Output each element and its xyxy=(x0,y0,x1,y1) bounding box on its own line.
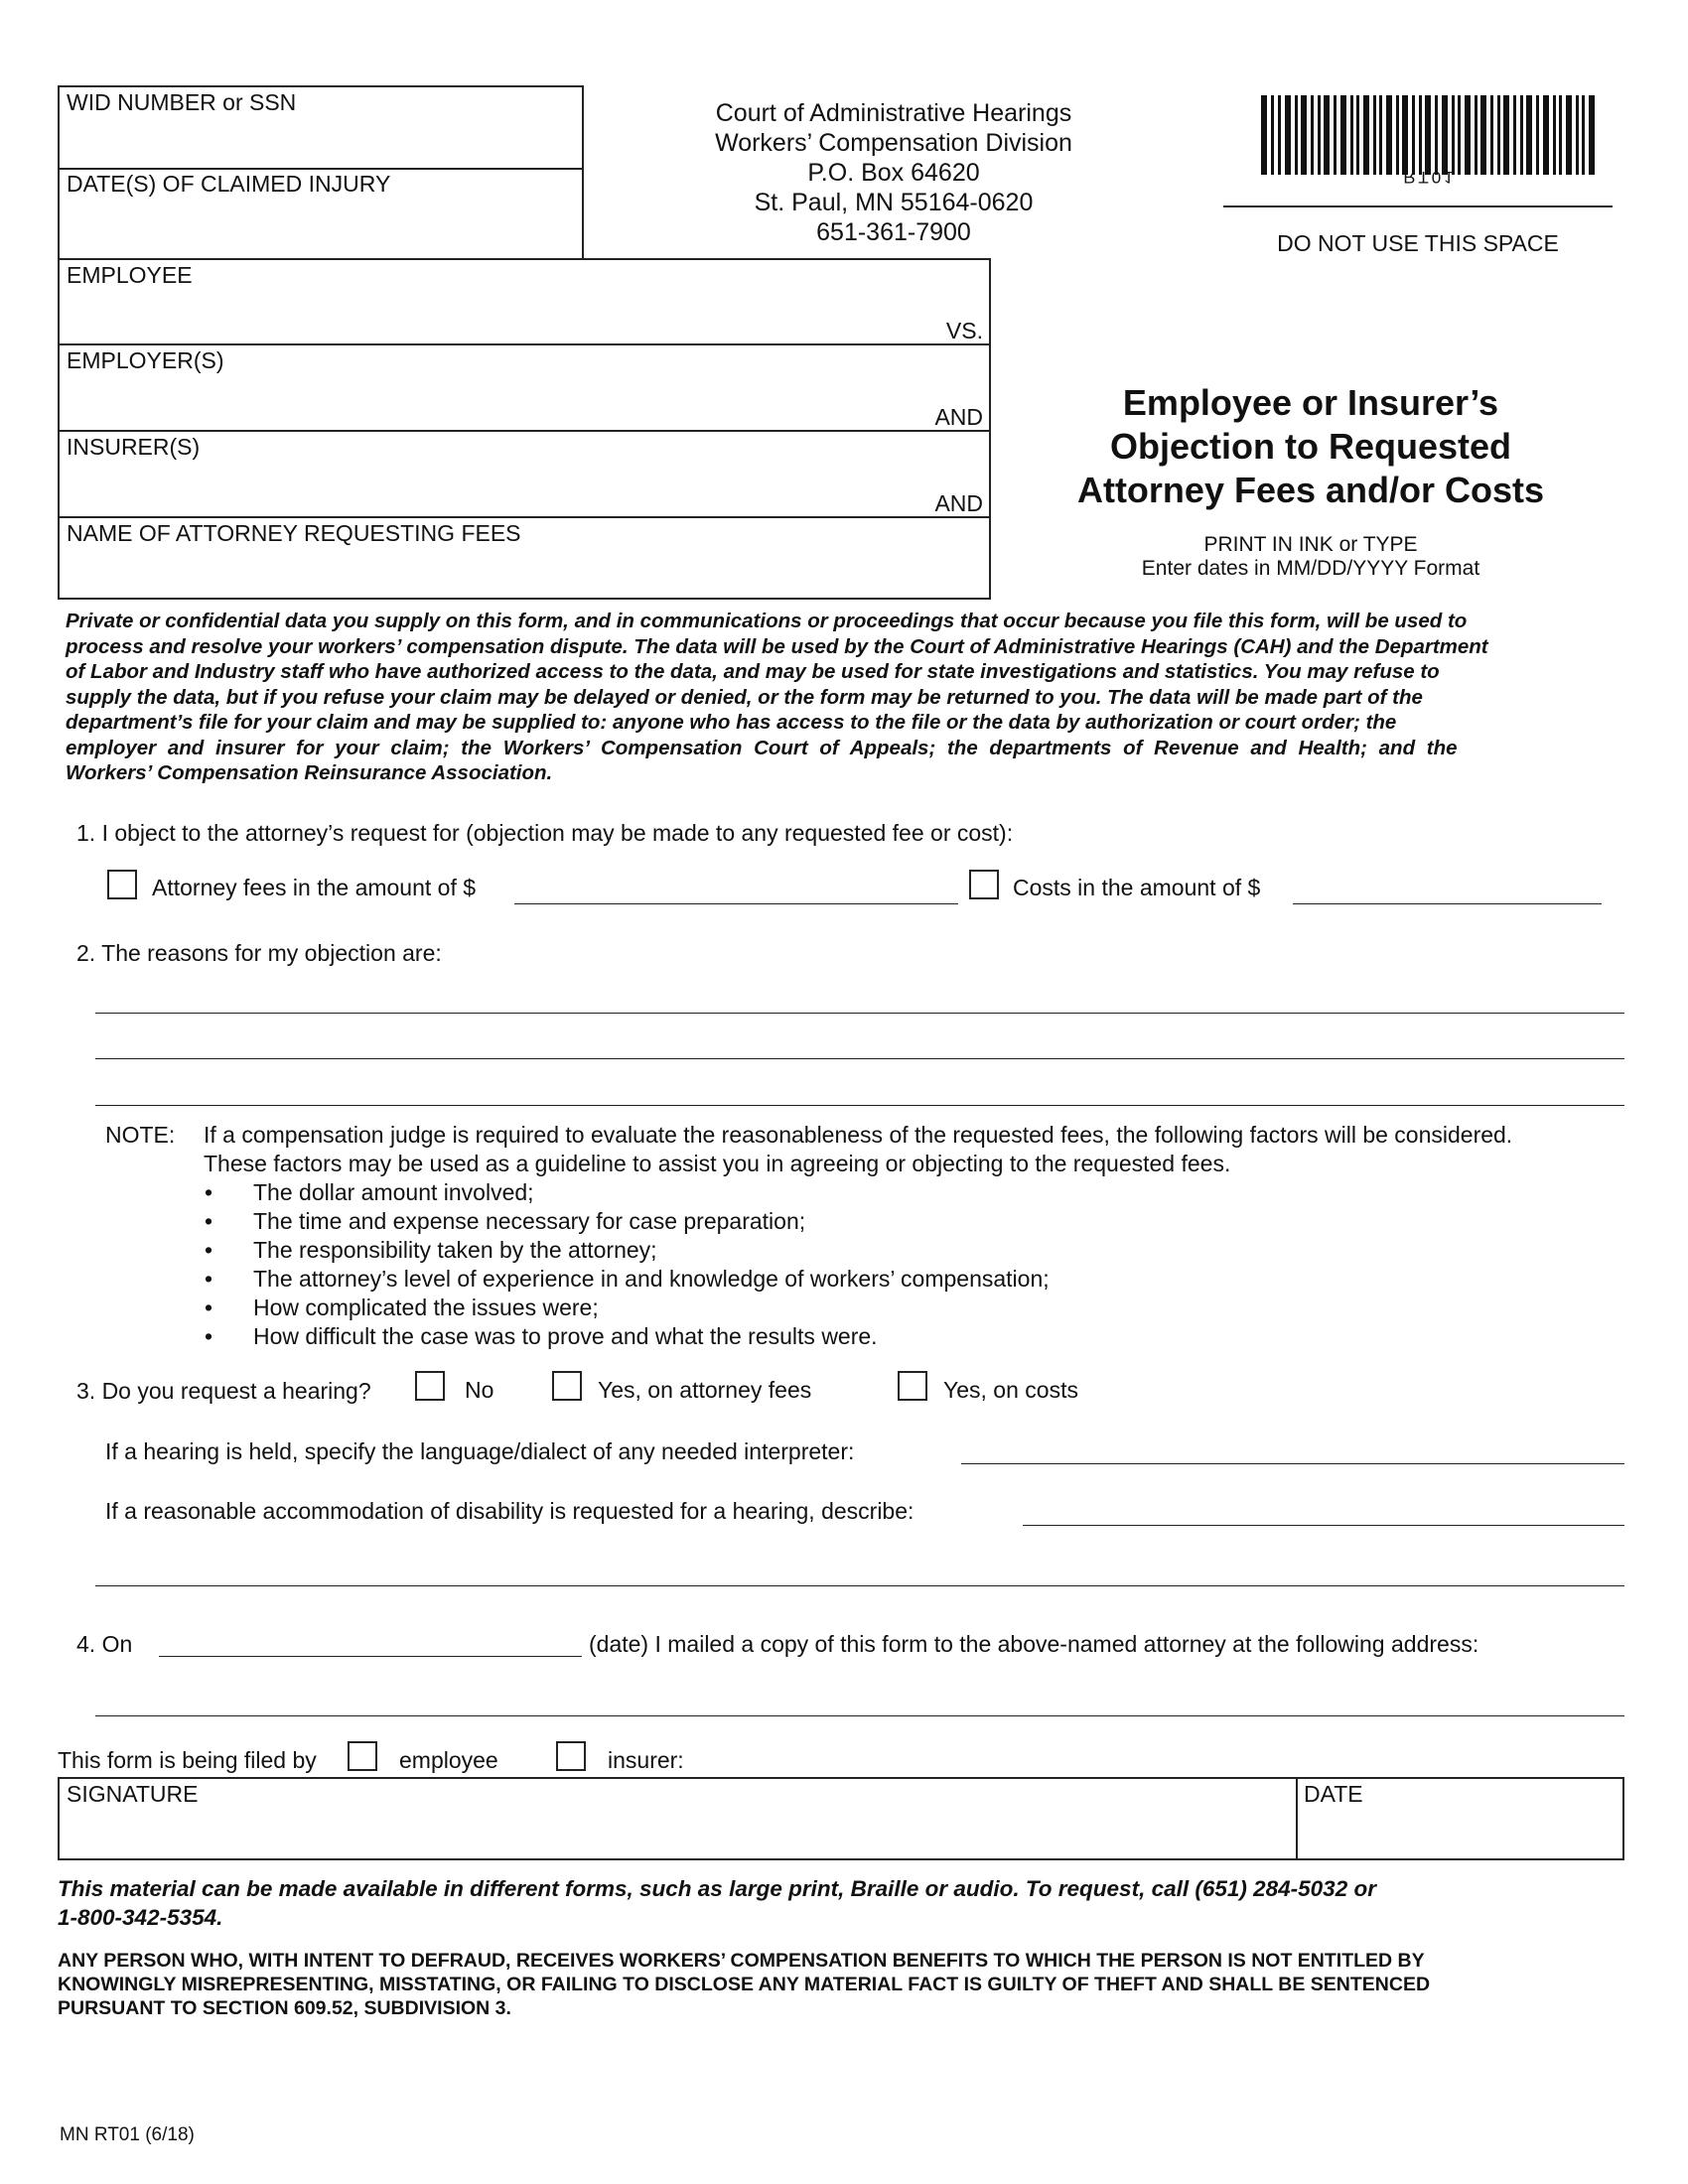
note-factor-item: The time and expense necessary for case preparation; xyxy=(253,1208,806,1234)
date-of-injury-label: DATE(S) OF CLAIMED INJURY xyxy=(67,171,391,197)
note-bullet: • xyxy=(205,1237,213,1263)
filed-by-label: This form is being filed by xyxy=(58,1747,317,1773)
signature-field[interactable] xyxy=(60,1809,1294,1858)
accommodation-field-line-2[interactable] xyxy=(95,1585,1624,1586)
costs-amount-field[interactable] xyxy=(1293,903,1602,904)
parties-divider-1 xyxy=(58,343,991,345)
hearing-yes-fees-checkbox[interactable] xyxy=(552,1371,582,1401)
hearing-yes-fees-label: Yes, on attorney fees xyxy=(598,1377,812,1403)
insurer-label: INSURER(S) xyxy=(67,434,201,460)
question-3-text: 3. Do you request a hearing? xyxy=(76,1378,371,1404)
court-name: Court of Administrative Hearings xyxy=(715,99,1072,127)
costs-label: Costs in the amount of $ xyxy=(1013,875,1261,900)
note-factor-item: The attorney’s level of experience in and knowledge of workers’ compensation; xyxy=(253,1266,1050,1292)
attorney-fees-checkbox[interactable] xyxy=(107,870,137,899)
form-title-line2: Objection to Requested xyxy=(1109,426,1512,467)
attorney-fees-amount-field[interactable] xyxy=(514,903,958,904)
date-format-instructions: Enter dates in MM/DD/YYYY Format xyxy=(1141,557,1480,580)
note-factor-item: How complicated the issues were; xyxy=(253,1295,599,1320)
filed-by-employee-checkbox[interactable] xyxy=(348,1741,377,1771)
costs-checkbox[interactable] xyxy=(969,870,999,899)
privacy-notice-line5: department’s file for your claim and may be supplied to: anyone who has access to the file or the data by authorization or court order; the xyxy=(66,711,1397,734)
question-4-on: 4. On xyxy=(76,1631,133,1657)
note-bullet: • xyxy=(205,1179,213,1205)
accommodation-label: If a reasonable accommodation of disability is requested for a hearing, describe: xyxy=(105,1498,914,1524)
reasons-line-3[interactable] xyxy=(95,1105,1624,1106)
attorney-address-field[interactable] xyxy=(95,1715,1624,1716)
form-title-line3: Attorney Fees and/or Costs xyxy=(1076,470,1545,510)
attorney-name-label: NAME OF ATTORNEY REQUESTING FEES xyxy=(67,520,521,546)
interpreter-label: If a hearing is held, specify the language/dialect of any needed interpreter: xyxy=(105,1438,855,1464)
privacy-notice-line2: process and resolve your workers’ compensation dispute. The data will be used by the Court of Administrative Hearings (CAH) and the Department xyxy=(66,635,1488,658)
question-2-text: 2. The reasons for my objection are: xyxy=(76,940,442,966)
signature-date-field[interactable] xyxy=(1298,1809,1622,1858)
filed-by-insurer-label: insurer: xyxy=(608,1747,684,1773)
fraud-warning-line3: PURSUANT TO SECTION 609.52, SUBDIVISION 3. xyxy=(58,1997,511,2019)
privacy-notice-line6: employer and insurer for your claim; the Workers’ Compensation Court of Appeals; the departments of Revenue and Health; and the xyxy=(66,737,1458,759)
and-label-1: AND xyxy=(934,404,983,430)
do-not-use-note: DO NOT USE THIS SPACE xyxy=(1277,230,1559,256)
wid-number-label: WID NUMBER or SSN xyxy=(67,89,297,115)
hearing-no-label: No xyxy=(465,1377,494,1403)
wid-number-field[interactable] xyxy=(60,115,582,165)
note-intro-line1: If a compensation judge is required to evaluate the reasonableness of the requested fees, the following factors will be considered. xyxy=(204,1122,1513,1148)
barcode-image xyxy=(1261,95,1603,177)
question-1-text: 1. I object to the attorney’s request for (objection may be made to any requested fee or cost): xyxy=(76,820,1014,846)
parties-divider-2 xyxy=(58,430,991,432)
attorney-name-field[interactable] xyxy=(60,548,989,598)
date-label: DATE xyxy=(1304,1781,1363,1807)
barcode-rule xyxy=(1223,205,1613,207)
accommodation-field[interactable] xyxy=(1023,1525,1624,1526)
hearing-no-checkbox[interactable] xyxy=(415,1371,445,1401)
barcode-code-text: RT01 xyxy=(1403,168,1457,187)
hearing-yes-costs-checkbox[interactable] xyxy=(898,1371,927,1401)
attorney-fees-label: Attorney fees in the amount of $ xyxy=(152,875,477,900)
privacy-notice-line4: supply the data, but if you refuse your claim may be delayed or denied, or the form may be returned to you. The data will be made part of the xyxy=(66,686,1423,709)
privacy-notice-line7: Workers’ Compensation Reinsurance Association. xyxy=(66,761,553,784)
vs-label: VS. xyxy=(945,318,983,343)
hearing-yes-costs-label: Yes, on costs xyxy=(943,1377,1078,1403)
parties-divider-3 xyxy=(58,516,991,518)
question-4-text: (date) I mailed a copy of this form to the above-named attorney at the following address: xyxy=(589,1631,1479,1657)
court-division: Workers’ Compensation Division xyxy=(715,129,1072,157)
employer-label: EMPLOYER(S) xyxy=(67,347,224,373)
privacy-notice-line3: of Labor and Industry staff who have authorized access to the data, and may be used for state investigations and statistics. You may refuse to xyxy=(66,660,1440,683)
accessibility-notice-line2: 1-800-342-5354. xyxy=(58,1905,223,1930)
and-label-2: AND xyxy=(934,490,983,516)
reasons-line-2[interactable] xyxy=(95,1058,1624,1059)
note-factor-item: The dollar amount involved; xyxy=(253,1179,534,1205)
court-po-box: P.O. Box 64620 xyxy=(807,159,980,187)
print-instructions: PRINT IN INK or TYPE xyxy=(1203,533,1418,556)
note-factor-item: The responsibility taken by the attorney; xyxy=(253,1237,657,1263)
case-box-divider xyxy=(58,168,584,170)
insurer-field[interactable] xyxy=(60,462,914,511)
form-id: MN RT01 (6/18) xyxy=(60,2124,195,2145)
court-phone: 651-361-7900 xyxy=(816,218,971,246)
note-factor-item: How difficult the case was to prove and what the results were. xyxy=(253,1323,878,1349)
reasons-line-1[interactable] xyxy=(95,1013,1624,1014)
fraud-warning-line2: KNOWINGLY MISREPRESENTING, MISSTATING, OR FAILING TO DISCLOSE ANY MATERIAL FACT IS GUILTY OF THEFT AND SHALL BE SENTENCED xyxy=(58,1974,1431,1995)
interpreter-field[interactable] xyxy=(961,1463,1624,1464)
fraud-warning-line1: ANY PERSON WHO, WITH INTENT TO DEFRAUD, RECEIVES WORKERS’ COMPENSATION BENEFITS TO WHICH THE PERSON IS NOT ENTITLED BY xyxy=(58,1950,1425,1972)
employee-label: EMPLOYEE xyxy=(67,262,193,288)
note-bullet: • xyxy=(205,1295,213,1320)
privacy-notice-line1: Private or confidential data you supply on this form, and in communications or proceedings that occur because you file this form, will be used to xyxy=(66,610,1468,632)
employee-field[interactable] xyxy=(60,290,914,340)
note-bullet: • xyxy=(205,1266,213,1292)
filed-by-insurer-checkbox[interactable] xyxy=(556,1741,586,1771)
note-intro-line2: These factors may be used as a guideline to assist you in agreeing or objecting to the requested fees. xyxy=(204,1151,1231,1176)
filed-by-employee-label: employee xyxy=(399,1747,498,1773)
date-of-injury-field[interactable] xyxy=(60,199,582,256)
signature-label: SIGNATURE xyxy=(67,1781,199,1807)
note-bullet: • xyxy=(205,1208,213,1234)
note-bullet: • xyxy=(205,1323,213,1349)
accessibility-notice-line1: This material can be made available in different forms, such as large print, Braille or audio. To request, call (651) 284-5032 or xyxy=(58,1876,1376,1901)
form-title-line1: Employee or Insurer’s xyxy=(1122,382,1499,423)
mailed-date-field[interactable] xyxy=(159,1656,582,1657)
employer-field[interactable] xyxy=(60,375,914,425)
court-city: St. Paul, MN 55164-0620 xyxy=(754,189,1034,216)
note-label: NOTE: xyxy=(105,1122,176,1148)
